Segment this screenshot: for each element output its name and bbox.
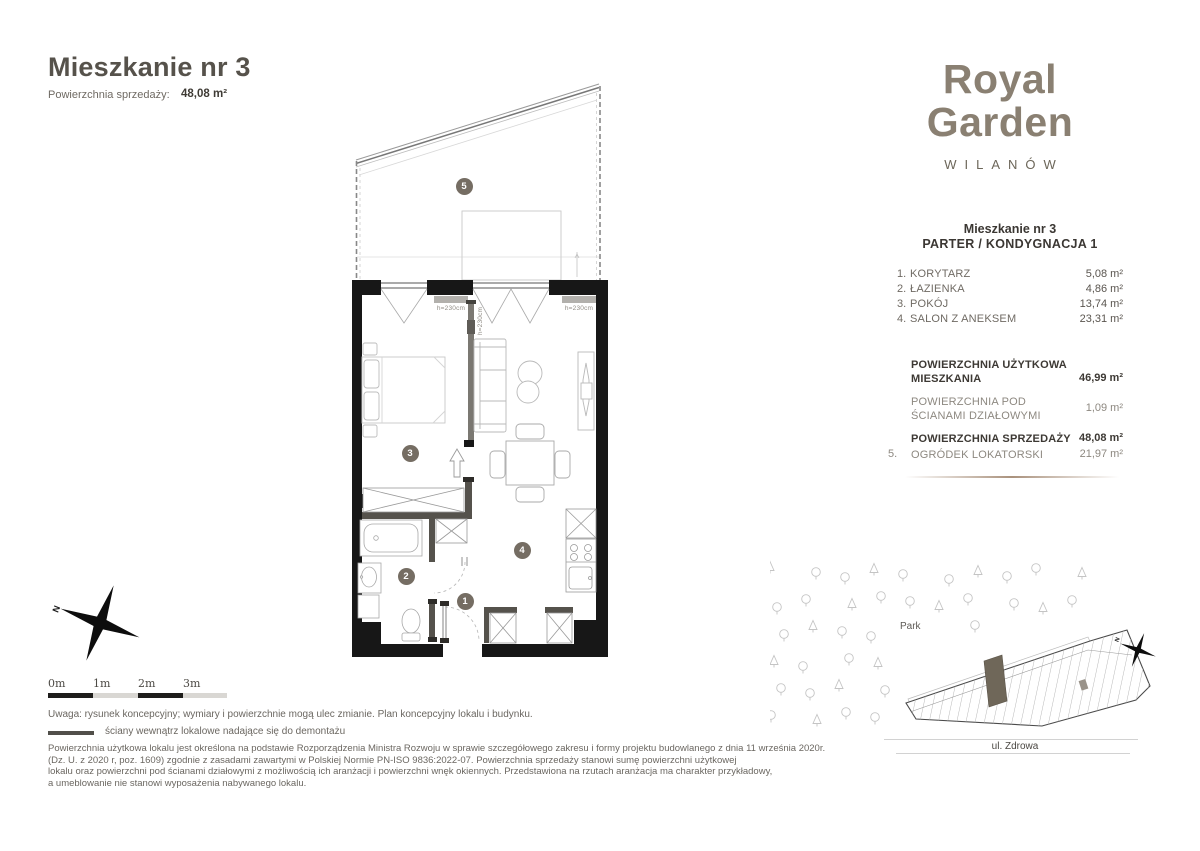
window-bedroom (381, 283, 427, 323)
window-sill (434, 296, 468, 303)
brand-location: WILANÓW (944, 157, 1064, 172)
site-north-label: N (1114, 636, 1122, 644)
partition-height-label: h=230cm (477, 306, 484, 336)
room-area: 13,74 m² (1079, 298, 1123, 310)
toilet (402, 609, 420, 633)
street-label: ul. Zdrowa (991, 741, 1039, 752)
room-marker-2: 2 (398, 568, 415, 585)
window-height-label: h=230cm (436, 305, 466, 312)
kitchen (566, 539, 596, 592)
floor-plan-drawing (340, 80, 630, 670)
bathroom-door (428, 599, 437, 642)
room-area: 4,86 m² (1085, 283, 1123, 295)
summary-value: 46,99 m² (1078, 372, 1123, 384)
summary-no: 5. (888, 448, 898, 460)
compass-rose-icon (50, 575, 150, 675)
chair (490, 451, 505, 478)
coffee-table (517, 381, 539, 403)
north-label: N (50, 604, 63, 614)
wardrobes (363, 488, 596, 643)
entrance-door-leaf (443, 604, 446, 641)
summary-label: POWIERZCHNIA POD (911, 396, 1027, 408)
summary-usable-area (897, 358, 1123, 386)
brand-name-line1: Royal (942, 56, 1058, 102)
disclaimer-line: Powierzchnia użytkowa lokalu jest określona na podstawie Rozporządzenia Ministra Rozwoju w sprawie szczegółowego zakresu i formy projektu budowlanego z dnia 11 września 2020r. (48, 743, 826, 754)
window-sill (562, 296, 596, 303)
disclaimer-line: a umeblowanie nie stanowi wyposażenia nabywanego lokalu. (48, 777, 307, 789)
room-row (897, 313, 1123, 325)
scale-label-2: 2m (138, 677, 156, 690)
scale-bar-segment (183, 693, 227, 698)
summary-value: 21,97 m² (1079, 448, 1123, 460)
room-name: SALON Z ANEKSEM (910, 313, 1017, 325)
room-marker-1: 1 (457, 593, 474, 610)
summary-label-2: MIESZKANIA (911, 373, 982, 385)
room-area: 5,08 m² (1085, 268, 1123, 280)
summary-value: 48,08 m² (1078, 432, 1123, 444)
room-no: 3. (897, 298, 907, 310)
park-label: Park (900, 621, 921, 632)
page-title: Mieszkanie nr 3 (48, 52, 251, 82)
room-no: 2. (897, 283, 907, 295)
sale-area-value: 48,08 m² (181, 88, 228, 100)
legend-text: ściany wewnątrz lokalowe nadające się do demontażu (105, 726, 346, 737)
chair (555, 451, 570, 478)
pillow (364, 392, 379, 420)
sale-area-label: Powierzchnia sprzedaży: (48, 89, 170, 101)
panel-floor: PARTER / KONDYGNACJA 1 (922, 237, 1098, 251)
summary-sale-area (897, 432, 1123, 446)
room-marker-5: 5 (456, 178, 473, 195)
nightstand (363, 425, 377, 437)
scale-label-3: 3m (183, 677, 201, 690)
note-uwaga: Uwaga: rysunek koncepcyjny; wymiary i powierzchnie mogą ulec zmianie. Plan koncepcyjny lokalu i budynku. (48, 709, 533, 720)
room-name: POKÓJ (910, 298, 949, 310)
room-name: ŁAZIENKA (910, 283, 965, 295)
summary-label: OGRÓDEK LOKATORSKI (911, 449, 1044, 461)
room-row (897, 283, 1123, 295)
panel-title: Mieszkanie nr 3 (963, 222, 1057, 236)
room-no: 1. (897, 268, 907, 280)
window-living (473, 283, 549, 323)
room-marker-3: 3 (402, 445, 419, 462)
bedroom-furniture (362, 343, 445, 437)
entrance-arrow-icon (450, 449, 464, 477)
legend-wall-swatch (48, 731, 94, 735)
garden-area (356, 84, 600, 280)
summary-label-2: ŚCIANAMI DZIAŁOWYMI (911, 410, 1041, 422)
scale-label-0: 0m (48, 677, 66, 690)
chair (516, 487, 544, 502)
brand-logo (878, 58, 1122, 172)
disclaimer-line: (Dz. U. z 2020 r, poz. 1609) zgodnie z zasadami zawartymi w Polskiej Normie PN-ISO 9836:2022-07. Powierzchnia sprzedaży stanowi sumę powierzchni użytkowej (48, 754, 737, 766)
pillow (364, 360, 379, 388)
sofa (474, 339, 506, 432)
scale-bar-segment (93, 693, 138, 698)
window-height-label: h=230cm (564, 305, 594, 312)
dining-table (506, 441, 554, 485)
brand-name-line2: Garden (926, 99, 1074, 145)
scale-label-1: 1m (93, 677, 111, 690)
room-row (897, 268, 1123, 280)
disclaimer (48, 743, 825, 789)
room-name: KORYTARZ (910, 268, 971, 280)
summary-garden-area (888, 448, 1123, 462)
summary-value: 1,09 m² (1085, 402, 1123, 414)
room-marker-4: 4 (514, 542, 531, 559)
living-furniture (474, 339, 594, 502)
disclaimer-line: lokalu oraz powierzchni pod ścianami działowymi z możliwością ich aranżacji i powierzchni wnęk okiennych. Przedstawiona na rzutach aranżacja ma charakter przykładowy, (48, 766, 773, 778)
summary-partition-area (897, 395, 1123, 423)
summary-label: POWIERZCHNIA SPRZEDAŻY (911, 433, 1071, 445)
scale-bar-segment (48, 693, 93, 698)
bath-cabinet (358, 595, 379, 618)
stove-burner (571, 545, 578, 552)
scale-bar-segment (138, 693, 183, 698)
panel-divider (905, 476, 1119, 478)
room-row (897, 298, 1123, 310)
room-area: 23,31 m² (1079, 313, 1123, 325)
terrace (462, 211, 561, 280)
room-no: 4. (897, 313, 907, 325)
chair (516, 424, 544, 439)
summary-label: POWIERZCHNIA UŻYTKOWA (911, 359, 1067, 371)
nightstand (363, 343, 377, 355)
